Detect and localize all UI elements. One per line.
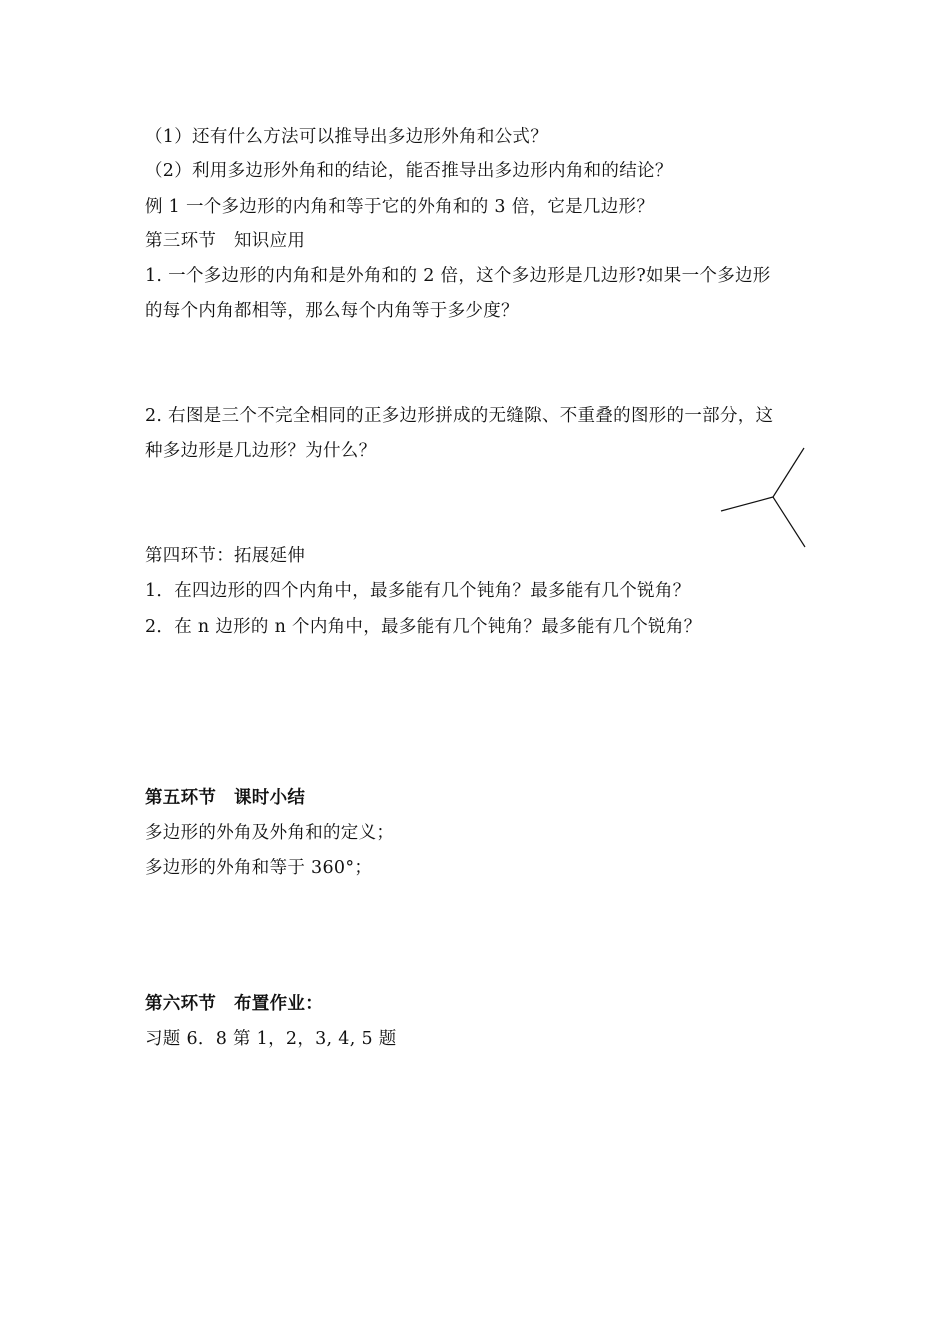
section-3-title: 第三环节 知识应用 — [145, 231, 306, 251]
section-6-line-1: 习题 6．8 第 1，2，3, 4, 5 题 — [145, 1029, 397, 1049]
three-ray-vertex-diagram — [715, 445, 815, 555]
section-4-title: 第四环节：拓展延伸 — [145, 546, 306, 566]
example-1: 例 1 一个多边形的内角和等于它的外角和的 3 倍，它是几边形？ — [145, 197, 655, 217]
question-2: （2）利用多边形外角和的结论，能否推导出多边形内角和的结论？ — [145, 161, 673, 181]
section-4-item-1: 1．在四边形的四个内角中，最多能有几个钝角？最多能有几个锐角？ — [145, 581, 691, 601]
ray-down-right — [773, 497, 805, 547]
section-3-item-1-line-2: 的每个内角都相等，那么每个内角等于多少度？ — [145, 301, 519, 321]
ray-left — [721, 497, 773, 511]
ray-up-right — [773, 448, 804, 497]
section-6-title: 第六环节 布置作业： — [145, 994, 323, 1014]
question-1: （1）还有什么方法可以推导出多边形外角和公式？ — [145, 127, 549, 147]
section-5-line-2: 多边形的外角和等于 360°； — [145, 858, 373, 878]
section-3-item-2-line-2: 种多边形是几边形？为什么？ — [145, 441, 377, 461]
section-5-line-1: 多边形的外角及外角和的定义； — [145, 823, 395, 843]
section-3-item-1-line-1: 1. 一个多边形的内角和是外角和的 2 倍，这个多边形是几边形?如果一个多边形 — [145, 266, 771, 286]
section-3-item-2-line-1: 2. 右图是三个不完全相同的正多边形拼成的无缝隙、不重叠的图形的一部分，这 — [145, 406, 774, 426]
section-5-title: 第五环节 课时小结 — [145, 788, 306, 808]
section-4-item-2: 2．在 n 边形的 n 个内角中，最多能有几个钝角？最多能有几个锐角？ — [145, 617, 702, 637]
